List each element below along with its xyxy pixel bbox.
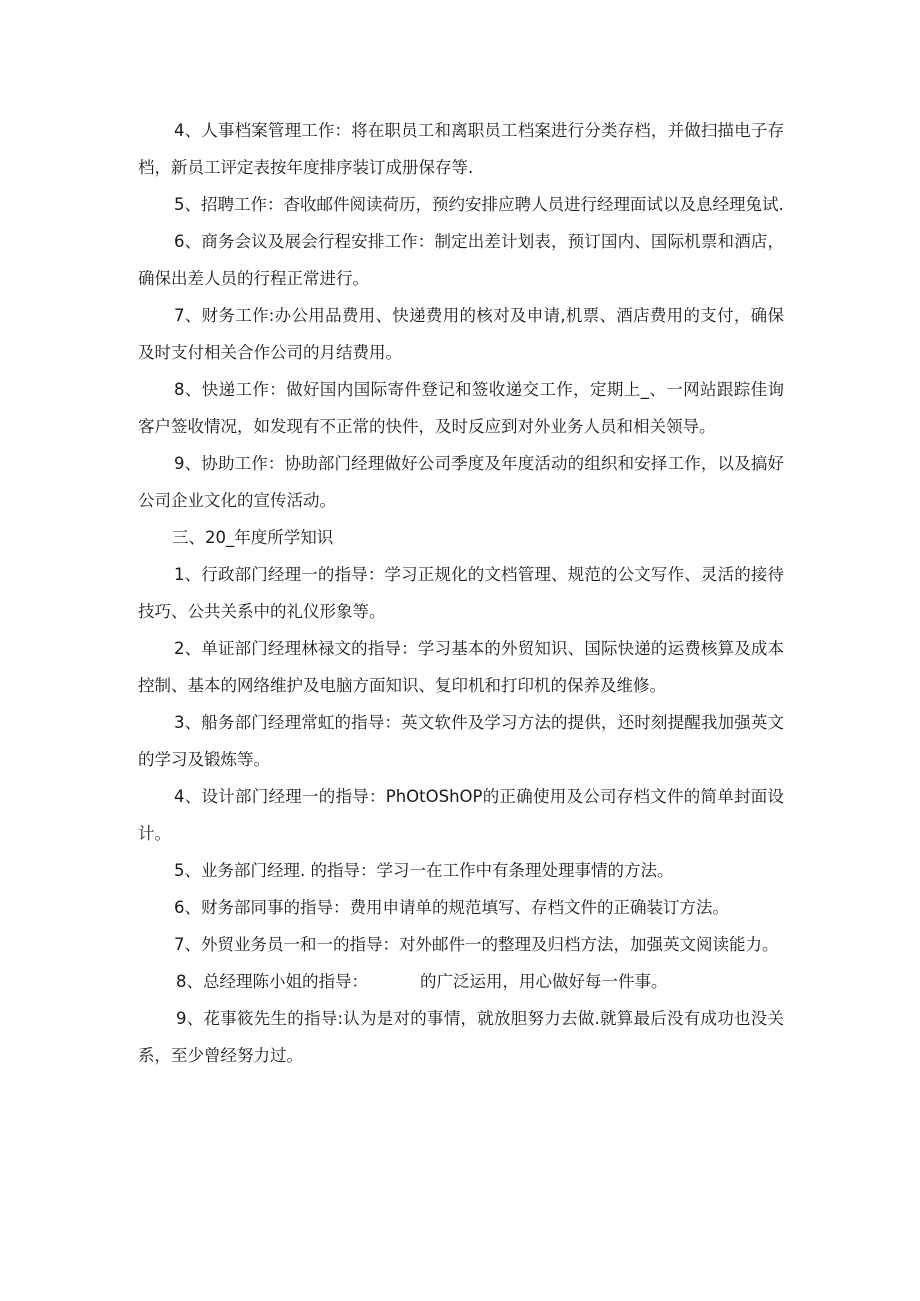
paragraph-learning-item-7: 7、外贸业务员一和一的指导：对外邮件一的整理及归档方法，加强英文阅读能力。 [174, 935, 779, 954]
paragraph-work-item-9: 9、协助工作：协助部门经理做好公司季度及年度活动的组织和安择工作，以及搞好公司企业文化的宣传活动。 [138, 454, 784, 510]
paragraph-learning-item-8-start: 8、总经理陈小姐的指导： [176, 972, 368, 991]
paragraph-learning-item-8-end: 的广泛运用，用心做好每一件事。 [420, 972, 668, 991]
paragraph-learning-item-9: 9、花事筱先生的指导:认为是对的事情，就放胆努力去做.就算最后没有成功也没关系，至少曾经努力过。 [138, 1009, 784, 1065]
paragraph-work-item-6: 6、商务会议及展会行程安排工作：制定出差计划表，预订国内、国际机票和酒店，确保出差人员的行程正常进行。 [138, 232, 784, 288]
paragraph-work-item-4: 4、人事档案管理工作：将在职员工和离职员工档案进行分类存档，并做扫描电子存档，新员工评定表按年度排序装订成册保存等. [138, 121, 784, 177]
paragraph-learning-item-1: 1、行政部门经理一的指导：学习正规化的文档管理、规范的公文写作、灵活的接待技巧、公共关系中的礼仪形象等。 [138, 565, 784, 621]
paragraph-learning-item-4: 4、设计部门经理一的指导：PhOtOShOP的正确使用及公司存档文件的简单封面设计。 [138, 787, 784, 843]
paragraph-work-item-5: 5、招聘工作：杳收邮件阅读荷历，预约安排应聘人员进行经理面试以及息经理兔试. [174, 195, 784, 214]
paragraph-learning-item-2: 2、单证部门经理林禄文的指导：学习基本的外贸知识、国际快递的运费核算及成本控制、基本的网络维护及电脑方面知识、复印机和打印机的保养及维修。 [138, 639, 784, 695]
document-body [138, 112, 784, 1074]
paragraph-learning-item-3: 3、船务部门经理常虹的指导：英文软件及学习方法的提供，还时刻提醒我加强英文的学习及锻炼等。 [138, 713, 784, 769]
paragraph-work-item-7: 7、财务工作:办公用品费用、快递费用的核对及申请,机票、酒店费用的支付，确保及时支付相关合作公司的月结费用。 [138, 306, 784, 362]
paragraph-learning-item-8 [138, 963, 784, 1000]
paragraph-learning-item-5: 5、业务部门经理. 的指导：学习一在工作中有条理处理事情的方法。 [174, 861, 674, 880]
section-heading: 三、20_年度所学知识 [172, 528, 334, 547]
paragraph-work-item-8: 8、快递工作：做好国内国际寄件登记和签收递交工作，定期上_、一网站跟踪佳询客户签收情况，如发现有不正常的快件，及时反应到对外业务人员和相关领导。 [138, 380, 784, 436]
paragraph-learning-item-6: 6、财务部同事的指导：费用申请单的规范填写、存档文件的正确装订方法。 [174, 898, 729, 917]
